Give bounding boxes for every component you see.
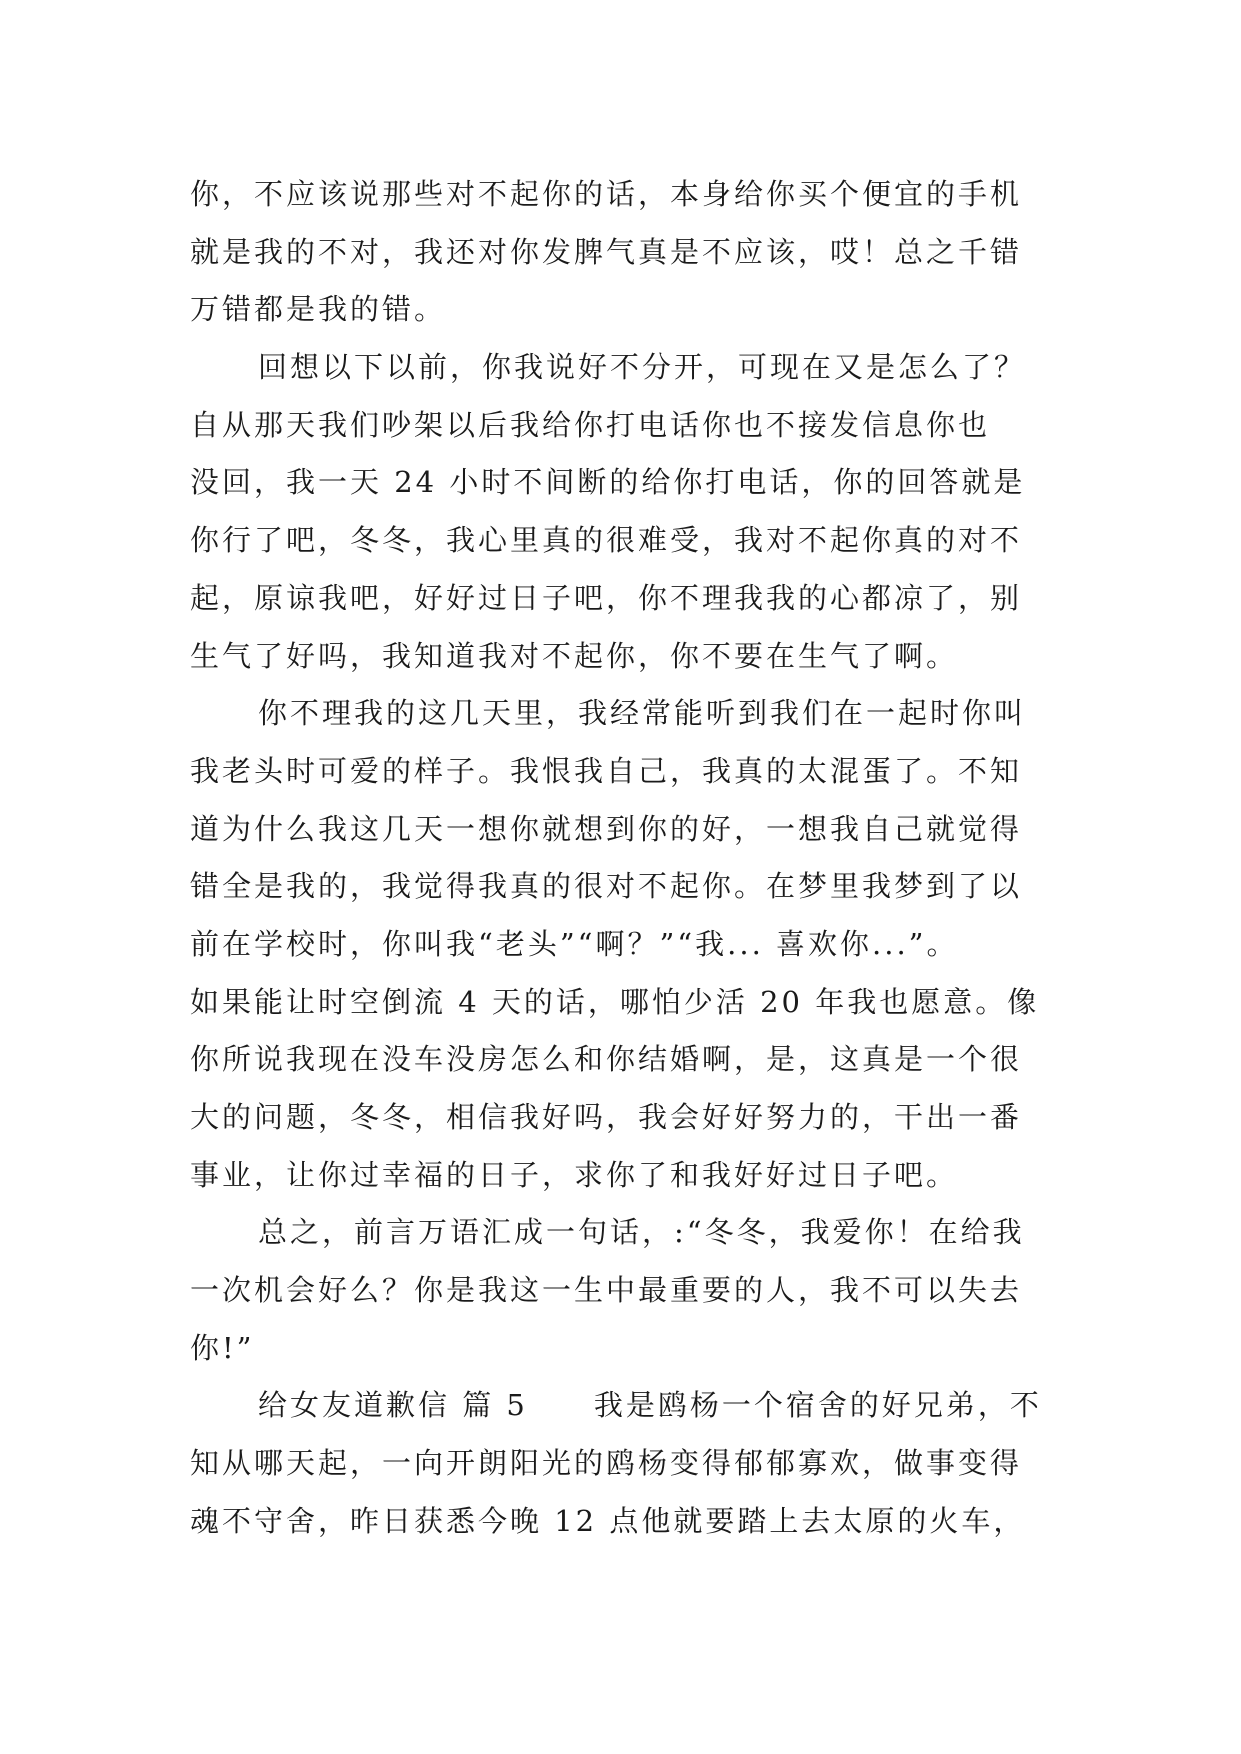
text-line: 你行了吧，冬冬，我心里真的很难受，我对不起你真的对不 [190, 523, 1023, 558]
text-line: 你所说我现在没车没房怎么和你结婚啊，是，这真是一个很 [190, 1042, 1023, 1077]
text-line: 事业，让你过幸福的日子，求你了和我好好过日子吧。 [190, 1157, 959, 1192]
paragraph-start-line: 回想以下以前，你我说好不分开，可现在又是怎么了？ [258, 350, 1027, 385]
text-line: 起，原谅我吧，好好过日子吧，你不理我我的心都凉了，别 [190, 580, 1023, 615]
text-line: 魂不守舍，昨日获悉今晚 12 点他就要踏上去太原的火车， [190, 1503, 1026, 1538]
text-line: 一次机会好么？你是我这一生中最重要的人，我不可以失去 [190, 1273, 1023, 1308]
text-line: 我老头时可爱的样子。我恨我自己，我真的太混蛋了。不知 [190, 753, 1023, 788]
text-line: 如果能让时空倒流 4 天的话，哪怕少活 20 年我也愿意。像 [190, 984, 1040, 1019]
section-heading-line [190, 1377, 1070, 1435]
section-heading: 给女友道歉信 篇 5 [258, 1388, 528, 1423]
text-line: 生气了好吗，我知道我对不起你，你不要在生气了啊。 [190, 638, 959, 673]
paragraph-start-line: 总之，前言万语汇成一句话，:“冬冬，我爱你！在给我 [258, 1215, 1025, 1250]
text-line: 知从哪天起，一向开朗阳光的鸥杨变得郁郁寡欢，做事变得 [190, 1446, 1023, 1481]
text-line: 大的问题，冬冬，相信我好吗，我会好好努力的，干出一番 [190, 1100, 1023, 1134]
text-line: 前在学校时，你叫我“老头”“啊？”“我... 喜欢你...”。 [190, 926, 959, 961]
text-line: 就是我的不对，我还对你发脾气真是不应该，哎！总之千错 [190, 234, 1023, 269]
text-line: 你，不应该说那些对不起你的话，本身给你买个便宜的手机 [190, 177, 1023, 211]
letter-body [190, 166, 1070, 1551]
text-line: 你!” [190, 1330, 255, 1365]
text-line: 道为什么我这几天一想你就想到你的好，一想我自己就觉得 [190, 811, 1023, 846]
text-line: 自从那天我们吵架以后我给你打电话你也不接发信息你也 [190, 407, 991, 442]
section-first-text: 我是鸥杨一个宿舍的好兄弟，不 [593, 1388, 1042, 1423]
text-line: 错全是我的，我觉得我真的很对不起你。在梦里我梦到了以 [190, 869, 1023, 904]
text-line: 没回，我一天 24 小时不间断的给你打电话，你的回答就是 [190, 465, 1026, 500]
paragraph-start-line: 你不理我的这几天里，我经常能听到我们在一起时你叫 [258, 696, 1027, 731]
text-line: 万错都是我的错。 [190, 292, 447, 327]
